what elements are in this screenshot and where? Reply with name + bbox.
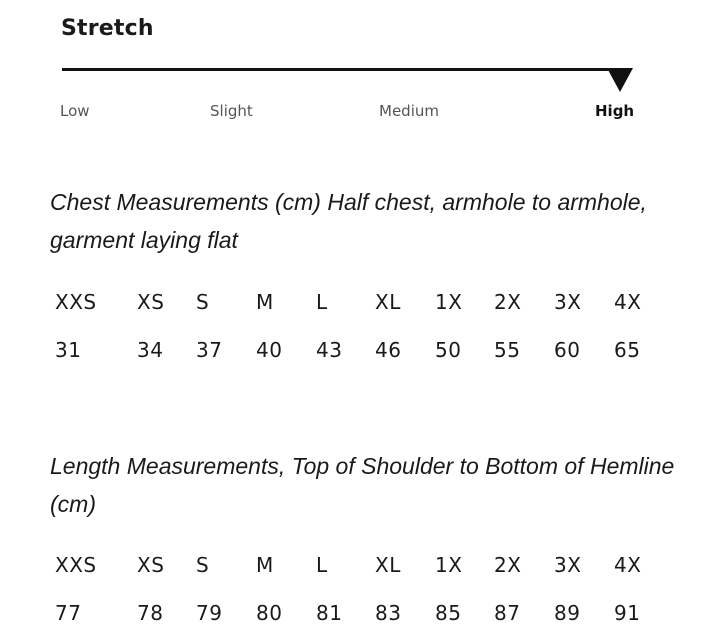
length-value: 87 [494, 601, 521, 625]
chest-value: 37 [196, 338, 223, 362]
stretch-selected-marker-icon [607, 68, 633, 92]
chest-size-row [0, 290, 720, 320]
chest-value: 60 [554, 338, 581, 362]
size-label: S [196, 290, 210, 314]
size-label: XXS [55, 290, 97, 314]
size-label: 4X [614, 553, 642, 577]
length-value: 81 [316, 601, 343, 625]
stretch-scale-line [62, 68, 628, 71]
length-value: 85 [435, 601, 462, 625]
chest-value: 31 [55, 338, 82, 362]
size-label: S [196, 553, 210, 577]
length-value: 79 [196, 601, 223, 625]
chest-value: 65 [614, 338, 641, 362]
length-value: 78 [137, 601, 164, 625]
size-label: XS [137, 290, 165, 314]
length-value-row [0, 601, 720, 631]
size-label: L [316, 290, 328, 314]
chest-value: 50 [435, 338, 462, 362]
stretch-level-slight: Slight [210, 102, 253, 120]
stretch-title: Stretch [61, 16, 154, 41]
length-value: 83 [375, 601, 402, 625]
size-label: XS [137, 553, 165, 577]
length-value: 77 [55, 601, 82, 625]
size-label: 3X [554, 290, 582, 314]
size-label: XL [375, 553, 401, 577]
size-label: L [316, 553, 328, 577]
chest-value-row [0, 338, 720, 368]
length-value: 89 [554, 601, 581, 625]
stretch-level-medium: Medium [379, 102, 439, 120]
stretch-level-high: High [595, 102, 635, 120]
size-label: XXS [55, 553, 97, 577]
stretch-level-low: Low [60, 102, 90, 120]
size-label: 4X [614, 290, 642, 314]
size-label: 2X [494, 553, 522, 577]
chest-value: 43 [316, 338, 343, 362]
chest-value: 46 [375, 338, 402, 362]
size-label: 1X [435, 290, 463, 314]
chest-value: 40 [256, 338, 283, 362]
chest-value: 55 [494, 338, 521, 362]
size-label: M [256, 553, 274, 577]
length-value: 80 [256, 601, 283, 625]
length-size-row [0, 553, 720, 583]
length-measurements-title: Length Measurements, Top of Shoulder to Bottom of Hemline (cm) [50, 453, 675, 517]
size-label: 2X [494, 290, 522, 314]
length-value: 91 [614, 601, 641, 625]
size-label: XL [375, 290, 401, 314]
size-label: M [256, 290, 274, 314]
chest-value: 34 [137, 338, 164, 362]
size-label: 1X [435, 553, 463, 577]
chest-measurements-title: Chest Measurements (cm) Half chest, armhole to armhole, garment laying flat [50, 189, 647, 253]
size-label: 3X [554, 553, 582, 577]
